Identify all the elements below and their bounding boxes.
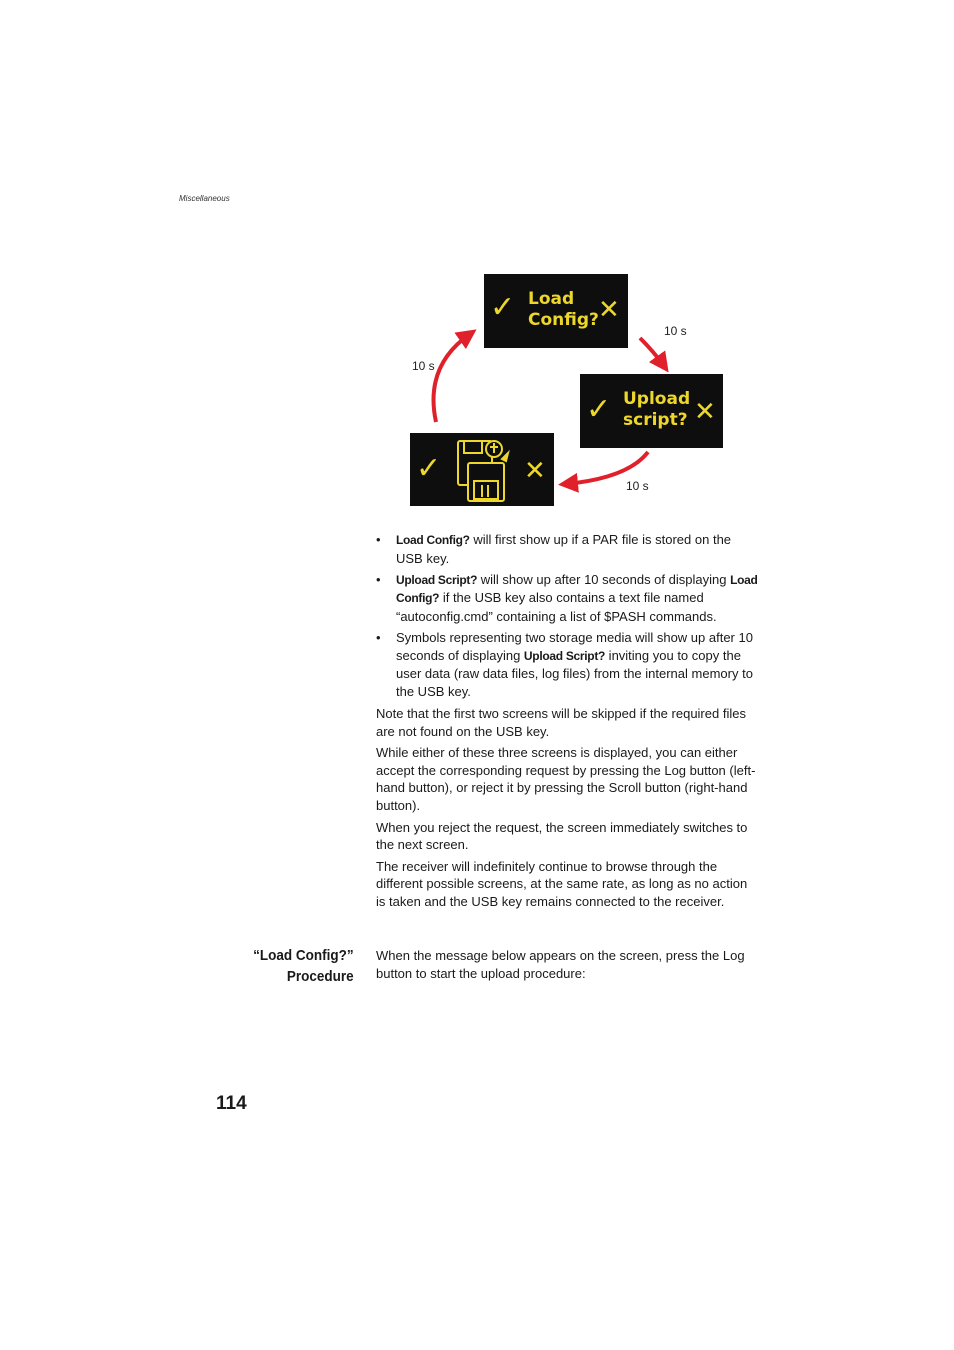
timer-label: 10 s bbox=[626, 479, 649, 493]
page-number: 114 bbox=[216, 1093, 247, 1114]
list-item: • Symbols representing two storage media will show up after 10 seconds of displaying Upload Script? inviting you to copy the user data (raw data files, log files) from the internal memory to the USB key. bbox=[376, 629, 758, 700]
reject-cross-icon: ✕ bbox=[598, 294, 620, 324]
arrow-load-to-upload bbox=[640, 338, 664, 366]
accept-check-icon: ✓ bbox=[416, 452, 442, 485]
running-head: Miscellaneous bbox=[179, 194, 230, 203]
upload-script-screen bbox=[580, 374, 723, 448]
body-text bbox=[376, 705, 758, 915]
paragraph: Note that the first two screens will be skipped if the required files are not found on the USB key. bbox=[376, 706, 746, 739]
accept-check-icon: ✓ bbox=[586, 393, 612, 426]
load-config-screen bbox=[484, 274, 628, 348]
reject-cross-icon: ✕ bbox=[524, 455, 546, 485]
screen-description-list bbox=[376, 531, 758, 704]
accept-check-icon: ✓ bbox=[490, 291, 516, 324]
load-config-screen-label: Load Config? bbox=[528, 289, 599, 330]
paragraph: The receiver will indefinitely continue to browse through the different possible screens, at the same rate, as long as no action is taken and the USB key remains connected to the receiver. bbox=[376, 858, 748, 909]
upload-script-screen-label: Upload script? bbox=[623, 389, 691, 430]
list-item: • Load Config? will first show up if a PAR file is stored on the USB key. bbox=[376, 531, 758, 567]
paragraph: While either of these three screens is displayed, you can either accept the corresponding request by pressing the Log button (left-hand button), or reject it by pressing the Scroll button (right-hand button). bbox=[376, 745, 756, 813]
list-item: • Upload Script? will show up after 10 seconds of displaying Load Config? if the USB key also contains a text file named “autoconfig.cmd” containing a list of $PASH commands. bbox=[376, 571, 758, 626]
section-heading: “Load Config?” Procedure bbox=[253, 947, 354, 985]
section-intro: When the message below appears on the screen, press the Log button to start the upload procedure: bbox=[376, 948, 745, 981]
paragraph: When you reject the request, the screen immediately switches to the next screen. bbox=[376, 819, 748, 853]
timer-label: 10 s bbox=[412, 359, 435, 373]
arrow-media-to-load bbox=[434, 334, 470, 422]
reject-cross-icon: ✕ bbox=[694, 396, 716, 426]
copy-data-screen bbox=[410, 433, 554, 506]
timer-label: 10 s bbox=[664, 324, 687, 338]
